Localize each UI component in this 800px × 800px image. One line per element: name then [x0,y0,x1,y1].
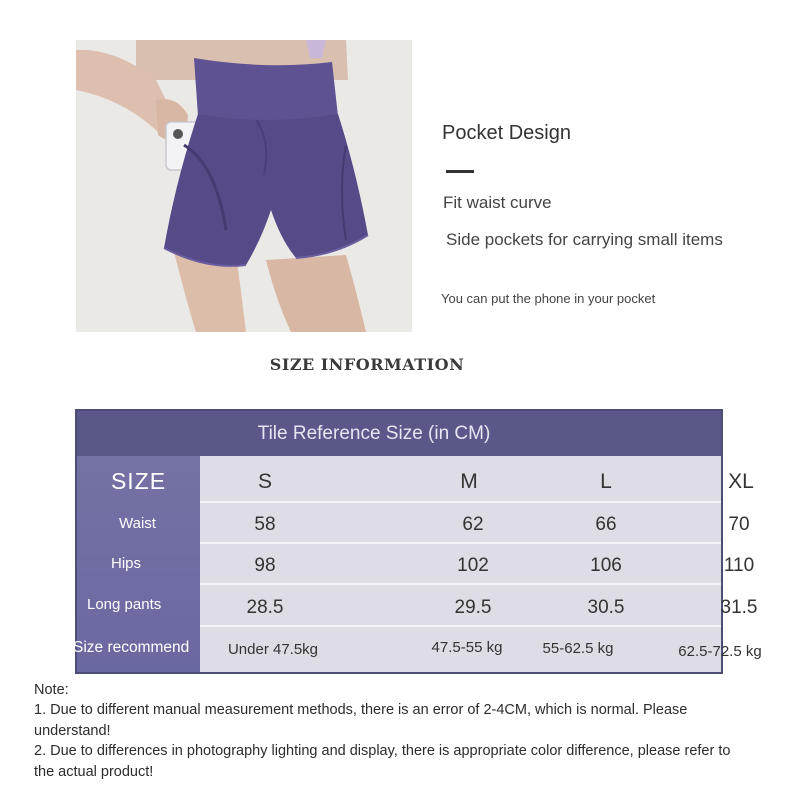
hips-m: 102 [457,555,489,576]
size-s: S [257,470,272,493]
product-photo [76,40,412,332]
table-data-area [200,456,762,672]
waist-xl: 70 [728,514,750,535]
pocket-design-title: Pocket Design [442,122,571,144]
note-label: Note: [34,682,69,698]
long-pants-s: 28.5 [246,597,284,618]
hips-s: 98 [254,555,276,576]
table-header: Tile Reference Size (in CM) [77,411,721,456]
label-size-recommend: Size recommend [73,639,190,656]
note-block [34,680,754,782]
recommend-xl: 62.5-72.5 kg [678,643,762,660]
recommend-l: 55-62.5 kg [542,640,614,657]
waist-m: 62 [462,514,484,535]
long-pants-l: 30.5 [587,597,625,618]
size-table [73,409,762,674]
recommend-s: Under 47.5kg [227,641,319,658]
recommend-m: 47.5-55 kg [431,639,503,656]
long-pants-xl: 31.5 [720,597,758,618]
waist-s: 58 [254,514,276,535]
label-waist: Waist [119,515,156,532]
waist-l: 66 [595,514,617,535]
size-l: L [600,470,612,493]
title-divider [446,170,474,173]
label-long-pants: Long pants [87,596,162,613]
shorts-illustration [76,40,412,332]
feature-side-pockets: Side pockets for carrying small items [446,230,723,249]
hips-xl: 110 [723,555,755,576]
size-xl: XL [728,470,754,493]
note-line-1: 1. Due to different manual measurement methods, there is an error of 2-4CM, which is normal. Please understand! [34,702,688,739]
size-information-heading: SIZE INFORMATION [269,355,465,374]
label-hips: Hips [111,555,142,572]
feature-phone-pocket: You can put the phone in your pocket [441,291,656,306]
feature-waist-curve: Fit waist curve [443,193,552,212]
label-size: SIZE [110,468,167,494]
size-m: M [460,470,478,493]
long-pants-m: 29.5 [454,597,492,618]
note-line-2: 2. Due to differences in photography lighting and display, there is appropriate color difference, please refer to the actual product! [34,743,731,780]
row-label-column [73,456,200,672]
hips-l: 106 [590,555,622,576]
